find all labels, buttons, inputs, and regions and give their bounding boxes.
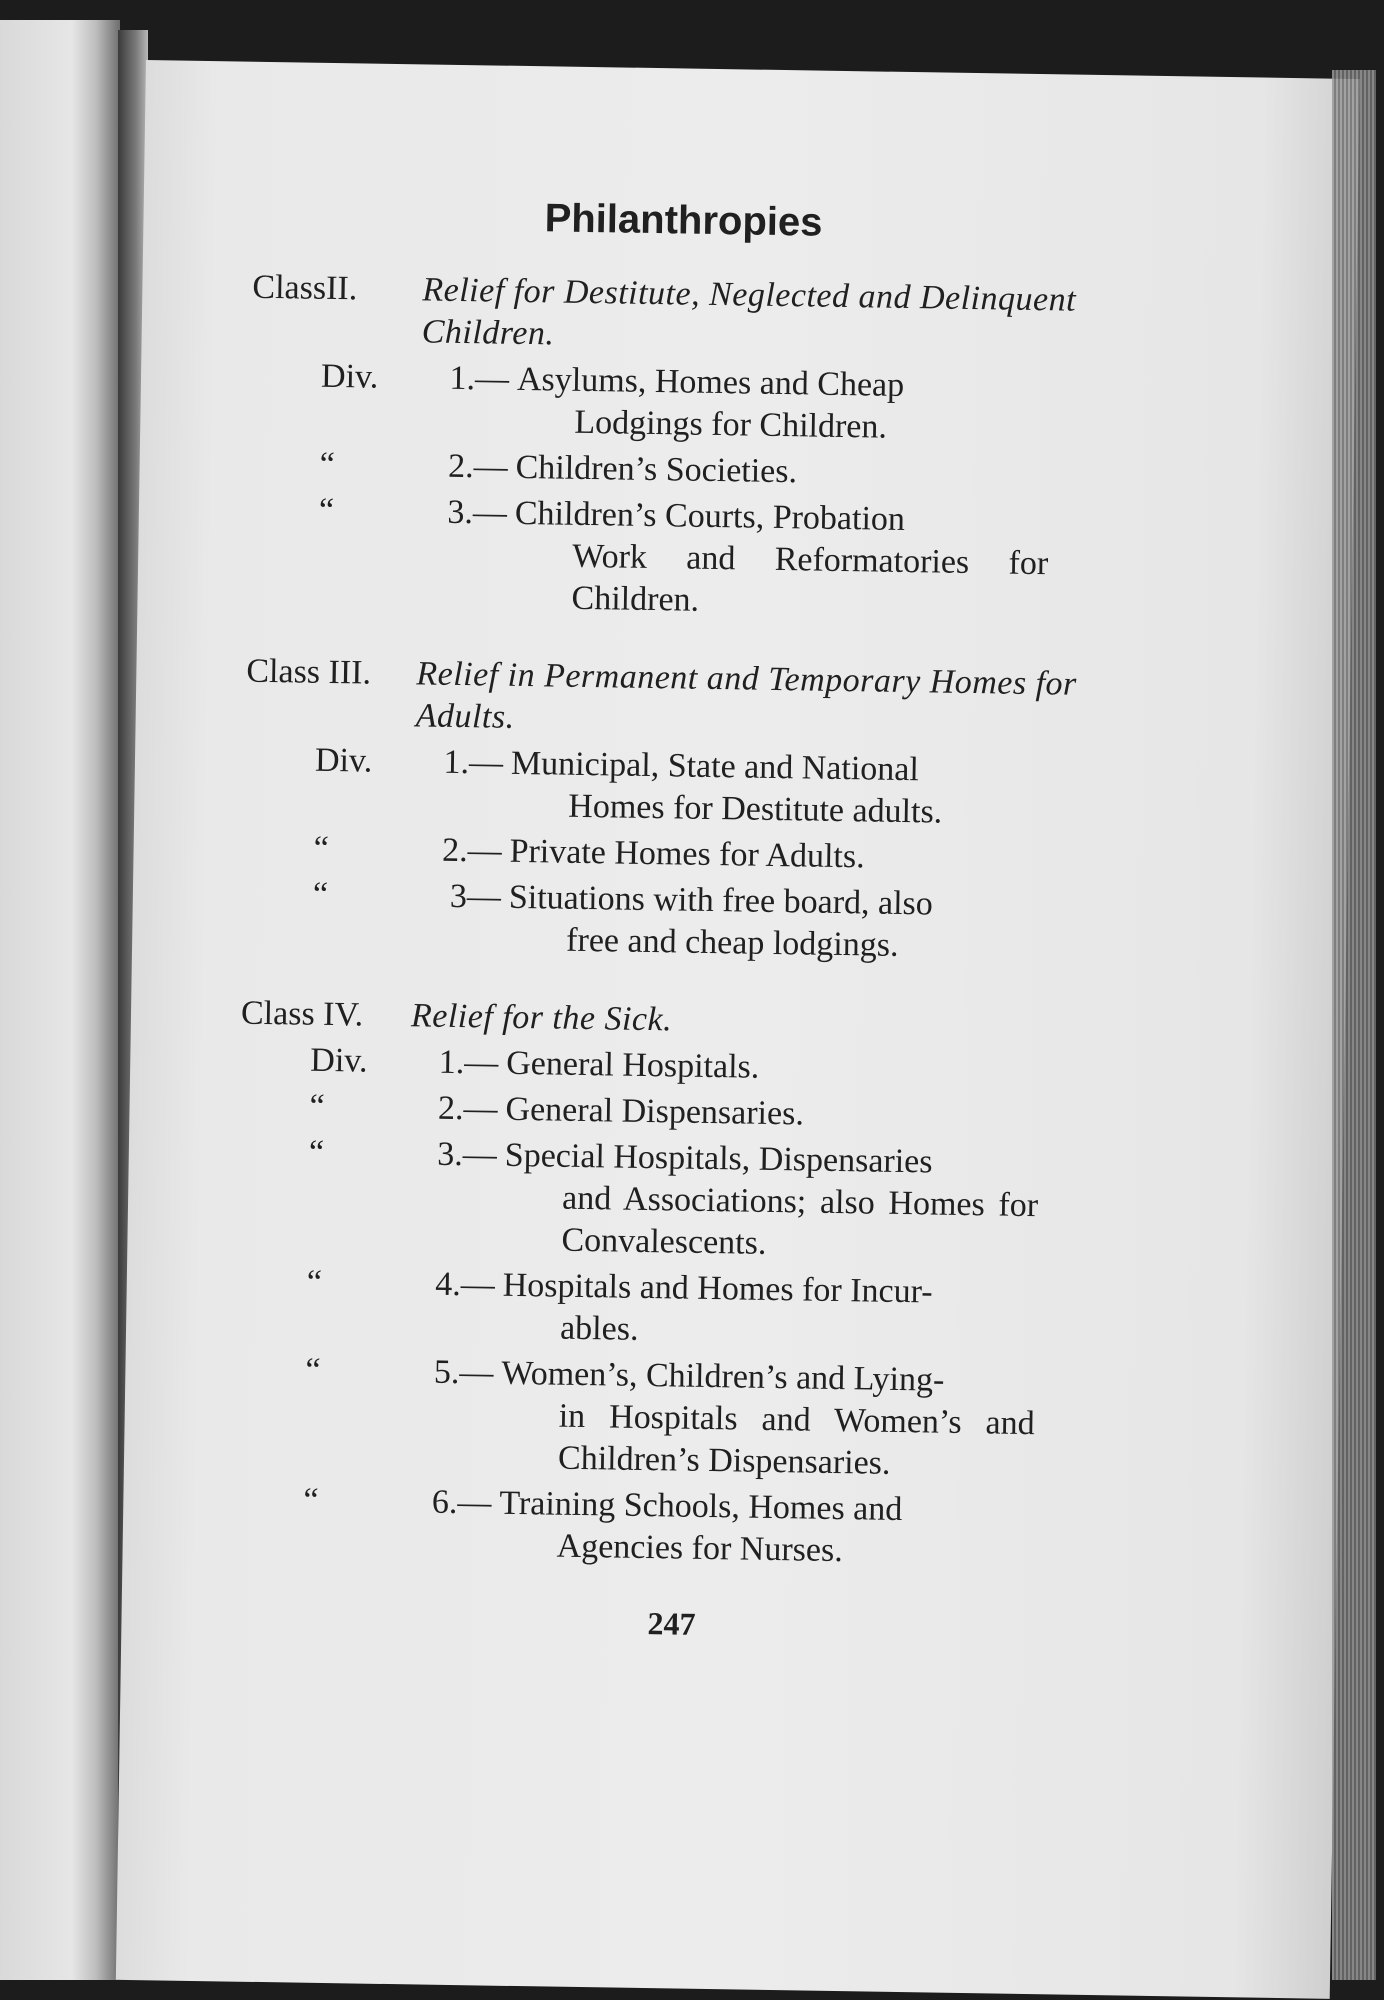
em-dash: — [474,360,510,398]
division-prefix: Div. [314,741,373,780]
class-label: Class III. [246,652,372,692]
page-content [231,192,1078,1648]
division-number: 2. [447,447,474,486]
class-label: Class IV. [240,994,364,1034]
em-dash: — [467,832,502,870]
division-prefix: “ [305,1351,321,1389]
class-heading [245,651,1176,750]
division-number: 4. [435,1265,462,1304]
class-title: Relief in Permanent and Temporary Homes for Adults. [415,655,1078,736]
division-number: 1. [449,359,476,398]
division-text [508,877,1043,969]
division-number: 1. [443,743,470,782]
division-text-first-line: Municipal, State and National [510,744,920,789]
division-text-continuation: free and cheap lodgings. [565,921,899,964]
division-number: 6. [431,1483,458,1522]
division-text-first-line: General Hospitals. [505,1044,760,1086]
class-title: Relief for Destitute, Neglected and Delinquent Children. [421,271,1077,353]
division-number: 2. [441,831,468,870]
division-item [239,1085,1040,1140]
division-text [498,1483,1033,1575]
em-dash: — [468,744,504,782]
em-dash: — [462,1136,498,1174]
division-number: 3. [447,493,474,532]
class-title: Relief for the Sick. [410,997,673,1039]
em-dash: — [473,448,508,486]
division-item [234,1349,1036,1488]
em-dash: — [460,1266,496,1304]
em-dash: — [464,1044,499,1082]
em-dash: — [463,1090,498,1128]
division-prefix: Div. [320,357,379,396]
class-block [242,651,1078,970]
division-text [516,359,1051,451]
division-text-first-line: Women’s, Children’s and Lying- [501,1354,945,1399]
division-item [240,1039,1041,1094]
division-number: 3. [437,1135,464,1174]
division-text [502,1265,1037,1357]
division-prefix: “ [303,1481,319,1519]
division-text [509,831,1044,881]
division-item [244,739,1045,836]
class-label: ClassII. [252,268,358,308]
division-text-continuation: and Associations; also Homes for Convalescents. [561,1179,1039,1262]
class-heading [251,267,1182,366]
division-text-first-line: Special Hospitals, Dispensaries [504,1136,933,1181]
division-item [247,489,1049,628]
em-dash: — [472,494,508,532]
division-number: 5. [433,1353,460,1392]
division-text-continuation: Homes for Destitute adults. [568,787,943,831]
left-page-edge [0,20,120,1980]
division-item [243,827,1044,882]
division-text [510,743,1045,835]
em-dash: — [466,878,502,916]
em-dash: — [459,1354,494,1392]
division-text-first-line: Situations with free board, also [508,878,934,923]
division-item [249,443,1050,498]
division-text-continuation: Work and Reformatories for Children. [571,537,1049,619]
division-text [513,493,1049,627]
division-text-first-line: Training Schools, Homes and [499,1484,903,1529]
division-text [506,1043,1041,1093]
division-text [503,1135,1039,1269]
division-text-continuation: Lodgings for Children. [574,403,888,446]
division-text-first-line: Hospitals and Homes for Incur- [502,1266,933,1311]
division-text-continuation: ables. [559,1309,639,1348]
em-dash: — [457,1484,492,1522]
class-block [232,993,1041,1575]
division-item [237,1131,1039,1270]
class-block [247,267,1077,628]
division-text [515,447,1050,497]
division-text-first-line: General Dispensaries. [505,1090,805,1133]
running-head: Philanthropies [544,196,823,245]
division-text [500,1353,1036,1487]
division-prefix: “ [313,829,330,867]
division-text-first-line: Children’s Courts, Probation [514,494,906,538]
page-number: 247 [647,1605,696,1642]
division-item [232,1479,1033,1576]
division-item [236,1261,1037,1358]
page-stack-edge [1332,70,1376,1980]
division-prefix: “ [318,491,335,530]
division-number: 1. [438,1043,465,1082]
division-text-continuation: in Hospitals and Women’s and Children’s Dispensaries. [557,1397,1035,1482]
division-text-continuation: Agencies for Nurses. [556,1527,844,1570]
division-prefix: “ [312,875,329,913]
division-item [242,873,1043,970]
division-prefix: “ [319,445,336,484]
division-text-first-line: Private Homes for Adults. [509,832,865,876]
class-list [232,267,1078,1575]
division-number: 2. [437,1089,464,1128]
division-text-first-line: Children’s Societies. [515,448,798,491]
division-prefix: “ [308,1133,325,1171]
division-item [250,355,1051,452]
division-text [505,1089,1040,1139]
division-prefix: “ [309,1087,325,1125]
division-text-first-line: Asylums, Homes and Cheap [516,360,905,404]
division-number: 3 [449,877,468,916]
division-prefix: Div. [310,1041,368,1080]
book-page [116,60,1360,1999]
division-prefix: “ [306,1263,323,1301]
